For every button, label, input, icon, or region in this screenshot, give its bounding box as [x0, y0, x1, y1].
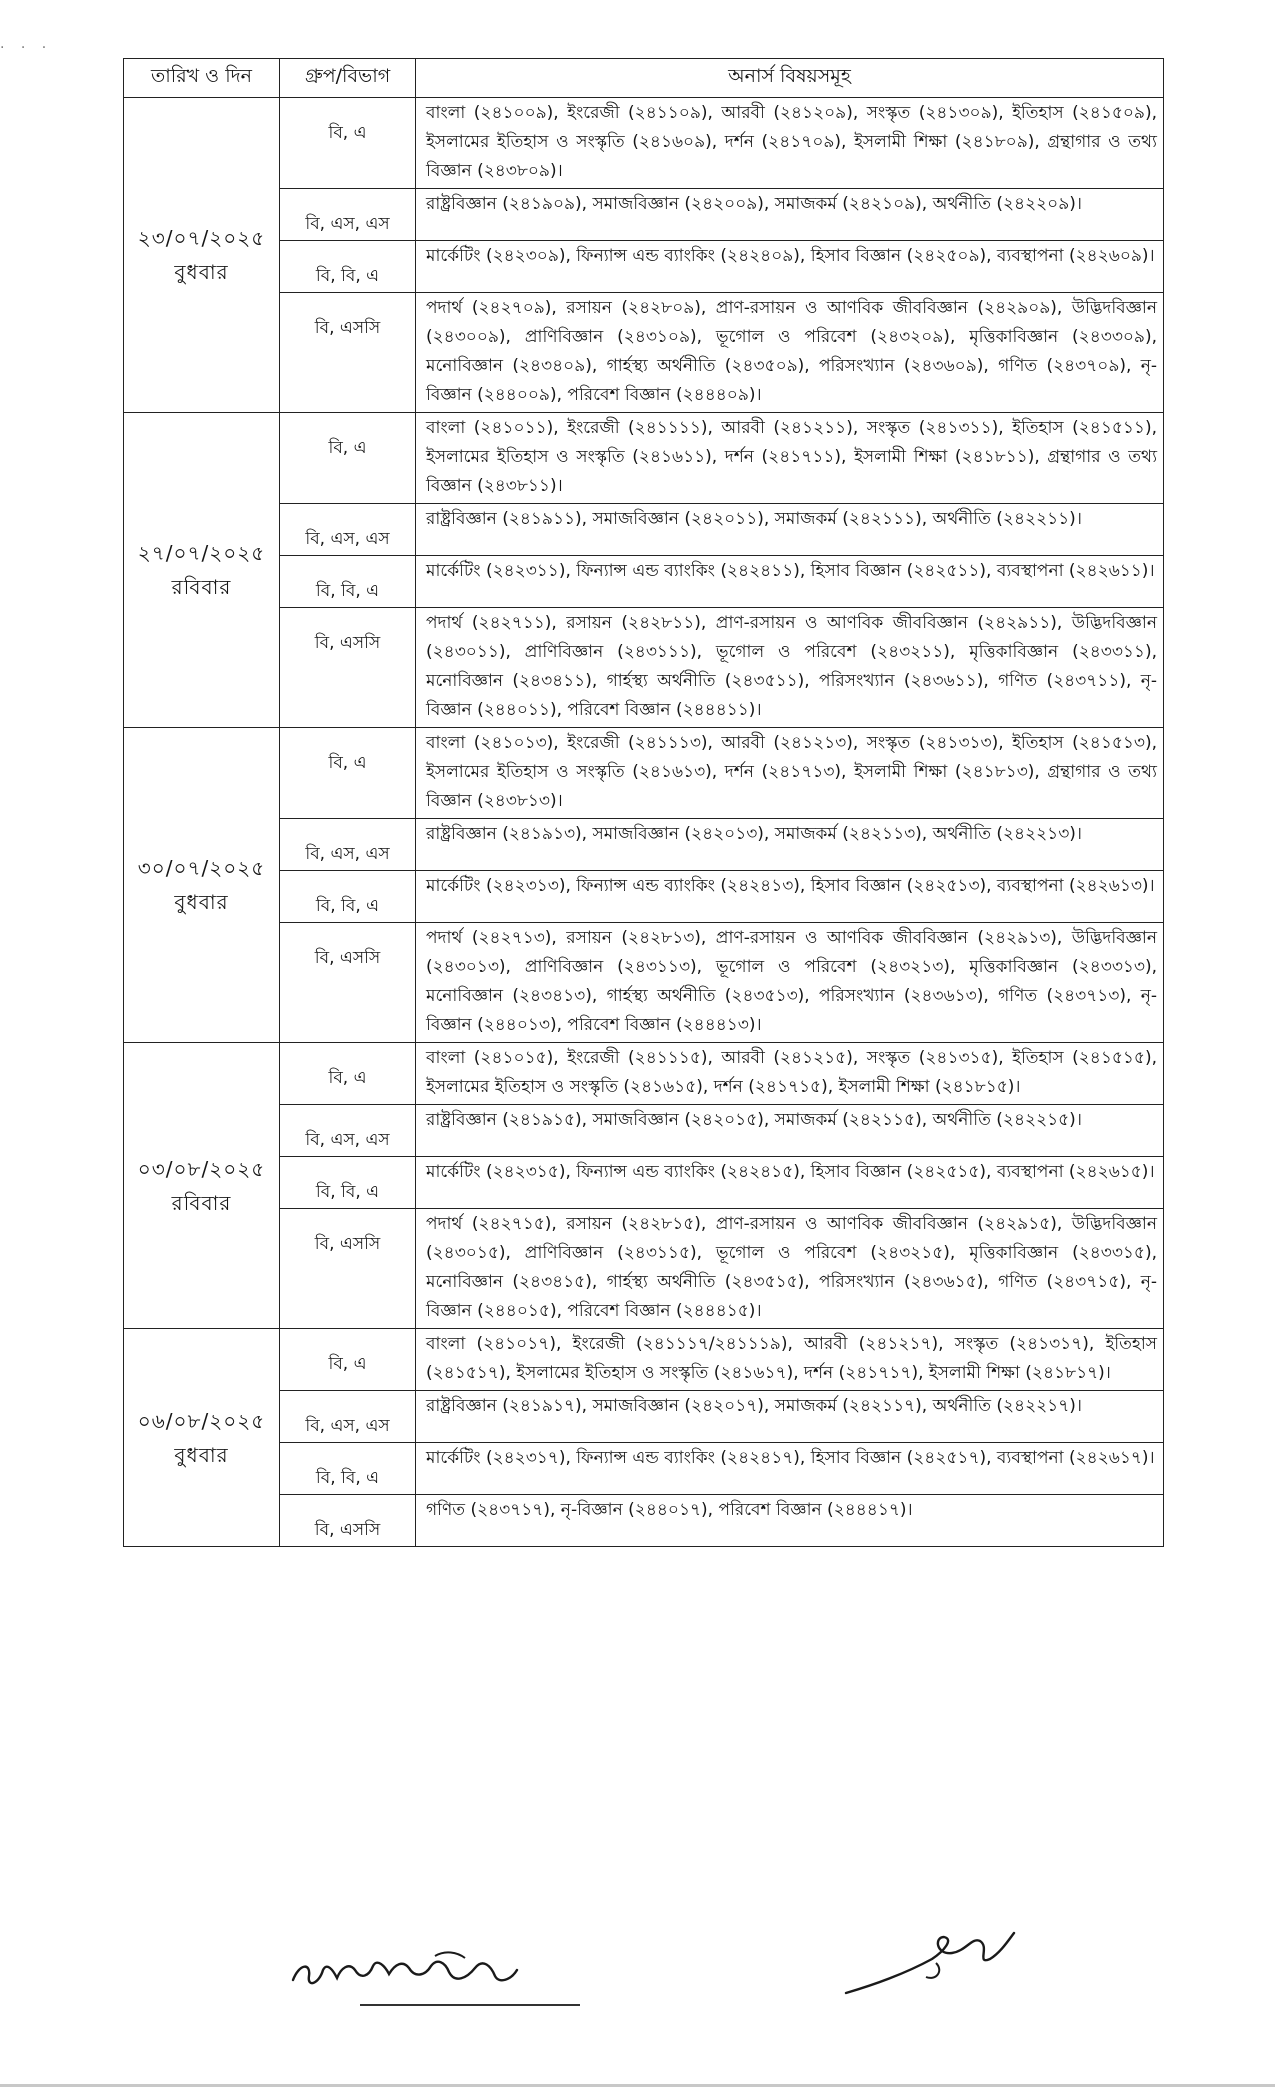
group-cell: বি, এসসি	[280, 923, 416, 1043]
schedule-row	[124, 1329, 1164, 1391]
group-cell: বি, এস, এস	[280, 1391, 416, 1443]
left-signature-line	[360, 2004, 580, 2006]
subjects-cell: মার্কেটিং (২৪২৩১১), ফিন্যান্স এন্ড ব্যাংকিং (২৪২৪১১), হিসাব বিজ্ঞান (২৪২৫১১), ব্যবস্থাপনা (২৪২৬১১)।	[416, 556, 1164, 608]
date-day-cell	[124, 728, 280, 1043]
scan-specks: · · ·	[0, 40, 53, 56]
group-cell: বি, এস, এস	[280, 1105, 416, 1157]
group-cell: বি, বি, এ	[280, 241, 416, 293]
exam-schedule-table	[123, 58, 1164, 1547]
date-day-cell	[124, 98, 280, 413]
subjects-cell: মার্কেটিং (২৪২৩১৩), ফিন্যান্স এন্ড ব্যাংকিং (২৪২৪১৩), হিসাব বিজ্ঞান (২৪২৫১৩), ব্যবস্থাপনা (২৪২৬১৩)।	[416, 871, 1164, 923]
schedule-row	[124, 1391, 1164, 1443]
subjects-cell: বাংলা (২৪১০০৯), ইংরেজী (২৪১১০৯), আরবী (২৪১২০৯), সংস্কৃত (২৪১৩০৯), ইতিহাস (২৪১৫০৯), ইসলামের ইতিহাস ও সংস্কৃতি (২৪১৬০৯), দর্শন (২৪১৭০৯), ইসলামী শিক্ষা (২৪১৮০৯), গ্রন্থাগার ও তথ্য বিজ্ঞান (২৪৩৮০৯)।	[416, 98, 1164, 189]
subjects-cell: পদার্থ (২৪২৭০৯), রসায়ন (২৪২৮০৯), প্রাণ-রসায়ন ও আণবিক জীববিজ্ঞান (২৪২৯০৯), উদ্ভিদবিজ্ঞান (২৪৩০০৯), প্রাণিবিজ্ঞান (২৪৩১০৯), ভূগোল ও পরিবেশ (২৪৩২০৯), মৃত্তিকাবিজ্ঞান (২৪৩৩০৯), মনোবিজ্ঞান (২৪৩৪০৯), গার্হস্থ্য অর্থনীতি (২৪৩৫০৯), পরিসংখ্যান (২৪৩৬০৯), গণিত (২৪৩৭০৯), নৃ-বিজ্ঞান (২৪৪০০৯), পরিবেশ বিজ্ঞান (২৪৪৪০৯)।	[416, 293, 1164, 413]
subjects-cell: পদার্থ (২৪২৭১৩), রসায়ন (২৪২৮১৩), প্রাণ-রসায়ন ও আণবিক জীববিজ্ঞান (২৪২৯১৩), উদ্ভিদবিজ্ঞান (২৪৩০১৩), প্রাণিবিজ্ঞান (২৪৩১১৩), ভূগোল ও পরিবেশ (২৪৩২১৩), মৃত্তিকাবিজ্ঞান (২৪৩৩১৩), মনোবিজ্ঞান (২৪৩৪১৩), গার্হস্থ্য অর্থনীতি (২৪৩৫১৩), পরিসংখ্যান (২৪৩৬১৩), গণিত (২৪৩৭১৩), নৃ-বিজ্ঞান (২৪৪০১৩), পরিবেশ বিজ্ঞান (২৪৪৪১৩)।	[416, 923, 1164, 1043]
exam-weekday: বুধবার	[174, 890, 229, 914]
group-cell: বি, এসসি	[280, 1209, 416, 1329]
schedule-row	[124, 1443, 1164, 1495]
left-signature	[285, 1940, 585, 2010]
subjects-cell: গণিত (২৪৩৭১৭), নৃ-বিজ্ঞান (২৪৪০১৭), পরিবেশ বিজ্ঞান (২৪৪৪১৭)।	[416, 1495, 1164, 1547]
subjects-cell: বাংলা (২৪১০১৭), ইংরেজী (২৪১১১৭/২৪১১১৯), আরবী (২৪১২১৭), সংস্কৃত (২৪১৩১৭), ইতিহাস (২৪১৫১৭), ইসলামের ইতিহাস ও সংস্কৃতি (২৪১৬১৭), দর্শন (২৪১৭১৭), ইসলামী শিক্ষা (২৪১৮১৭)।	[416, 1329, 1164, 1391]
schedule-body	[124, 98, 1164, 1547]
group-cell: বি, এস, এস	[280, 504, 416, 556]
date-day-cell	[124, 1329, 280, 1547]
schedule-row	[124, 241, 1164, 293]
subjects-cell: মার্কেটিং (২৪২৩১৭), ফিন্যান্স এন্ড ব্যাংকিং (২৪২৪১৭), হিসাব বিজ্ঞান (২৪২৫১৭), ব্যবস্থাপনা (২৪২৬১৭)।	[416, 1443, 1164, 1495]
subjects-cell: রাষ্ট্রবিজ্ঞান (২৪১৯১৩), সমাজবিজ্ঞান (২৪২০১৩), সমাজকর্ম (২৪২১১৩), অর্থনীতি (২৪২২১৩)।	[416, 819, 1164, 871]
group-cell: বি, এ	[280, 1043, 416, 1105]
schedule-row	[124, 556, 1164, 608]
subjects-cell: পদার্থ (২৪২৭১৫), রসায়ন (২৪২৮১৫), প্রাণ-রসায়ন ও আণবিক জীববিজ্ঞান (২৪২৯১৫), উদ্ভিদবিজ্ঞান (২৪৩০১৫), প্রাণিবিজ্ঞান (২৪৩১১৫), ভূগোল ও পরিবেশ (২৪৩২১৫), মৃত্তিকাবিজ্ঞান (২৪৩৩১৫), মনোবিজ্ঞান (২৪৩৪১৫), গার্হস্থ্য অর্থনীতি (২৪৩৫১৫), পরিসংখ্যান (২৪৩৬১৫), গণিত (২৪৩৭১৫), নৃ-বিজ্ঞান (২৪৪০১৫), পরিবেশ বিজ্ঞান (২৪৪৪১৫)।	[416, 1209, 1164, 1329]
header-group: গ্রুপ/বিভাগ	[280, 59, 416, 98]
schedule-row	[124, 1495, 1164, 1547]
right-signature	[840, 1925, 1030, 2005]
group-cell: বি, বি, এ	[280, 556, 416, 608]
subjects-cell: বাংলা (২৪১০১৫), ইংরেজী (২৪১১১৫), আরবী (২৪১২১৫), সংস্কৃত (২৪১৩১৫), ইতিহাস (২৪১৫১৫), ইসলামের ইতিহাস ও সংস্কৃতি (২৪১৬১৫), দর্শন (২৪১৭১৫), ইসলামী শিক্ষা (২৪১৮১৫)।	[416, 1043, 1164, 1105]
exam-date: ২৭/০৭/২০২৫	[137, 541, 266, 565]
schedule-row	[124, 1209, 1164, 1329]
group-cell: বি, এসসি	[280, 293, 416, 413]
schedule-row	[124, 189, 1164, 241]
subjects-cell: মার্কেটিং (২৪২৩১৫), ফিন্যান্স এন্ড ব্যাংকিং (২৪২৪১৫), হিসাব বিজ্ঞান (২৪২৫১৫), ব্যবস্থাপনা (২৪২৬১৫)।	[416, 1157, 1164, 1209]
group-cell: বি, বি, এ	[280, 871, 416, 923]
schedule-row	[124, 1105, 1164, 1157]
exam-date: ০৩/০৮/২০২৫	[137, 1156, 266, 1181]
schedule-row	[124, 1157, 1164, 1209]
subjects-cell: রাষ্ট্রবিজ্ঞান (২৪১৯১১), সমাজবিজ্ঞান (২৪২০১১), সমাজকর্ম (২৪২১১১), অর্থনীতি (২৪২২১১)।	[416, 504, 1164, 556]
group-cell: বি, এসসি	[280, 1495, 416, 1547]
page-bottom-edge	[0, 2084, 1275, 2087]
group-cell: বি, এস, এস	[280, 189, 416, 241]
schedule-row	[124, 413, 1164, 504]
header-date-day: তারিখ ও দিন	[124, 59, 280, 98]
exam-date: ২৩/০৭/২০২৫	[137, 226, 266, 250]
schedule-row	[124, 871, 1164, 923]
group-cell: বি, এ	[280, 98, 416, 189]
exam-weekday: রবিবার	[171, 575, 232, 599]
subjects-cell: পদার্থ (২৪২৭১১), রসায়ন (২৪২৮১১), প্রাণ-রসায়ন ও আণবিক জীববিজ্ঞান (২৪২৯১১), উদ্ভিদবিজ্ঞান (২৪৩০১১), প্রাণিবিজ্ঞান (২৪৩১১১), ভূগোল ও পরিবেশ (২৪৩২১১), মৃত্তিকাবিজ্ঞান (২৪৩৩১১), মনোবিজ্ঞান (২৪৩৪১১), গার্হস্থ্য অর্থনীতি (২৪৩৫১১), পরিসংখ্যান (২৪৩৬১১), গণিত (২৪৩৭১১), নৃ-বিজ্ঞান (২৪৪০১১), পরিবেশ বিজ্ঞান (২৪৪৪১১)।	[416, 608, 1164, 728]
subjects-cell: বাংলা (২৪১০১১), ইংরেজী (২৪১১১১), আরবী (২৪১২১১), সংস্কৃত (২৪১৩১১), ইতিহাস (২৪১৫১১), ইসলামের ইতিহাস ও সংস্কৃতি (২৪১৬১১), দর্শন (২৪১৭১১), ইসলামী শিক্ষা (২৪১৮১১), গ্রন্থাগার ও তথ্য বিজ্ঞান (২৪৩৮১১)।	[416, 413, 1164, 504]
group-cell: বি, এ	[280, 1329, 416, 1391]
group-cell: বি, এসসি	[280, 608, 416, 728]
subjects-cell: রাষ্ট্রবিজ্ঞান (২৪১৯১৭), সমাজবিজ্ঞান (২৪২০১৭), সমাজকর্ম (২৪২১১৭), অর্থনীতি (২৪২২১৭)।	[416, 1391, 1164, 1443]
subjects-cell: রাষ্ট্রবিজ্ঞান (২৪১৯১৫), সমাজবিজ্ঞান (২৪২০১৫), সমাজকর্ম (২৪২১১৫), অর্থনীতি (২৪২২১৫)।	[416, 1105, 1164, 1157]
date-day-cell	[124, 1043, 280, 1329]
group-cell: বি, বি, এ	[280, 1157, 416, 1209]
subjects-cell: রাষ্ট্রবিজ্ঞান (২৪১৯০৯), সমাজবিজ্ঞান (২৪২০০৯), সমাজকর্ম (২৪২১০৯), অর্থনীতি (২৪২২০৯)।	[416, 189, 1164, 241]
schedule-row	[124, 608, 1164, 728]
exam-weekday: বুধবার	[174, 1442, 229, 1467]
schedule-row	[124, 98, 1164, 189]
schedule-row	[124, 504, 1164, 556]
schedule-row	[124, 293, 1164, 413]
exam-date: ০৬/০৮/২০২৫	[137, 1408, 266, 1433]
date-day-cell	[124, 413, 280, 728]
subjects-cell: বাংলা (২৪১০১৩), ইংরেজী (২৪১১১৩), আরবী (২৪১২১৩), সংস্কৃত (২৪১৩১৩), ইতিহাস (২৪১৫১৩), ইসলামের ইতিহাস ও সংস্কৃতি (২৪১৬১৩), দর্শন (২৪১৭১৩), ইসলামী শিক্ষা (২৪১৮১৩), গ্রন্থাগার ও তথ্য বিজ্ঞান (২৪৩৮১৩)।	[416, 728, 1164, 819]
group-cell: বি, এ	[280, 413, 416, 504]
exam-weekday: রবিবার	[171, 1190, 232, 1215]
schedule-row	[124, 1043, 1164, 1105]
exam-date: ৩০/০৭/২০২৫	[137, 856, 266, 880]
schedule-row	[124, 819, 1164, 871]
group-cell: বি, এ	[280, 728, 416, 819]
group-cell: বি, এস, এস	[280, 819, 416, 871]
group-cell: বি, বি, এ	[280, 1443, 416, 1495]
subjects-cell: মার্কেটিং (২৪২৩০৯), ফিন্যান্স এন্ড ব্যাংকিং (২৪২৪০৯), হিসাব বিজ্ঞান (২৪২৫০৯), ব্যবস্থাপনা (২৪২৬০৯)।	[416, 241, 1164, 293]
exam-weekday: বুধবার	[174, 260, 229, 284]
table-header-row	[124, 59, 1164, 98]
header-subjects: অনার্স বিষয়সমূহ	[416, 59, 1164, 98]
schedule-row	[124, 923, 1164, 1043]
schedule-row	[124, 728, 1164, 819]
